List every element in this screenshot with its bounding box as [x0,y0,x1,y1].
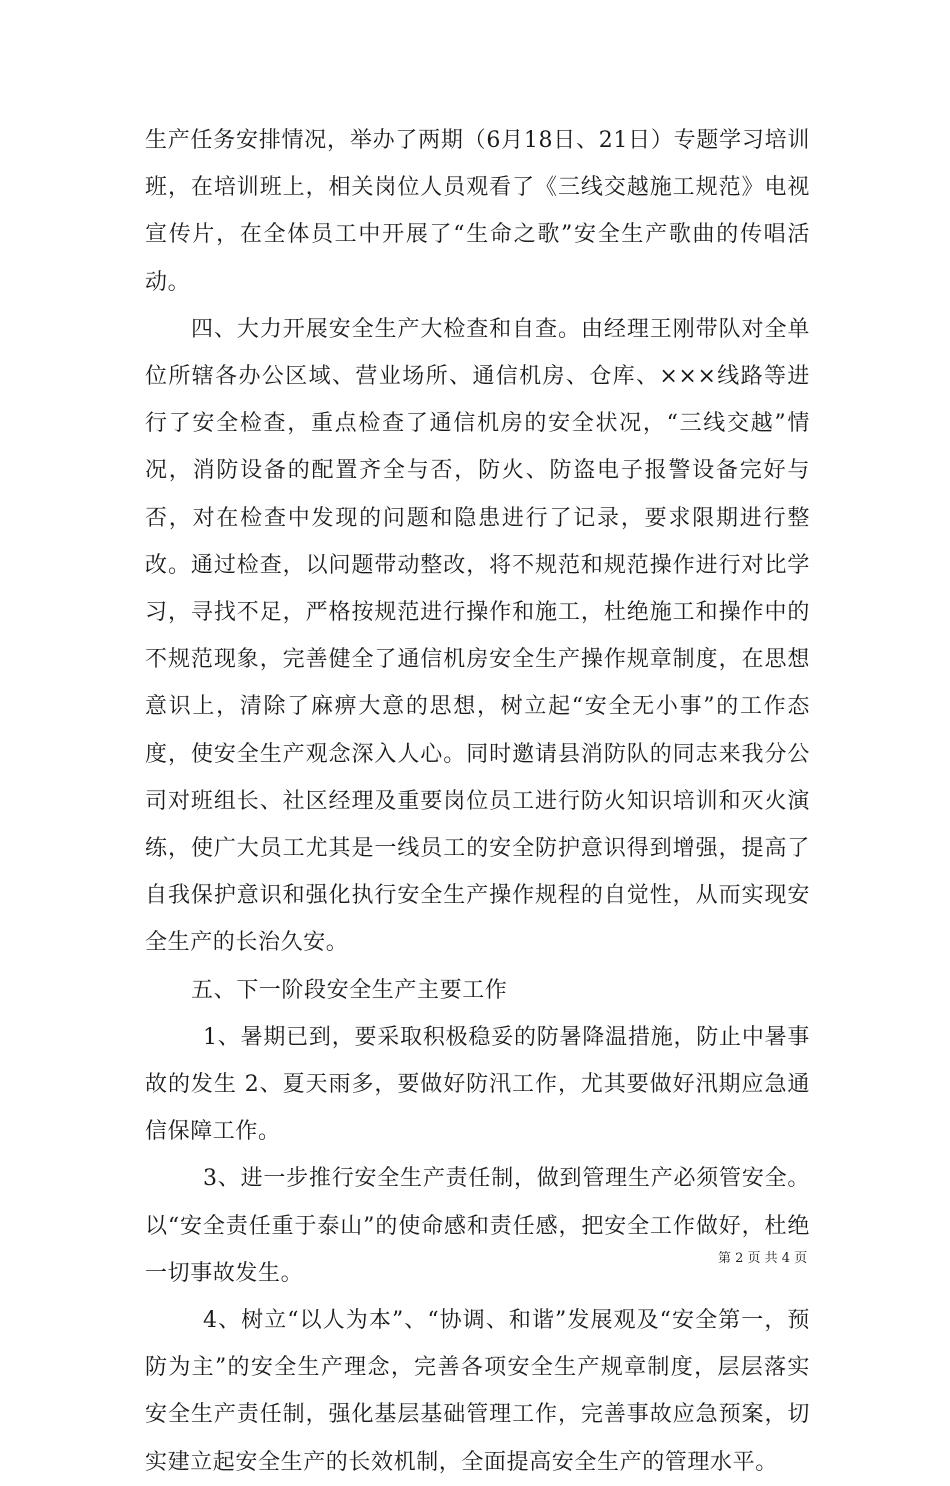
section-five-heading: 五、下一阶段安全生产主要工作 [191,977,508,1003]
paragraph-item-4: 4、树立“以人为本”、“协调、和谐”发展观及“安全第一，预防为主”的安全生产理念，完善各项安全生产规章制度，层层落实安全生产责任制，强化基层基础管理工作，完善事故应急预案，切实建立起安全生产的长效机制，全面提高安全生产的管理水平。 [145,1308,810,1475]
page-number-footer: 第 2 页 共 4 页 [718,1251,808,1266]
document-body [145,117,810,1486]
paragraph-training-continuation: 生产任务安排情况，举办了两期（6月18日、21日）专题学习培训班，在培训班上，相关岗位人员观看了《三线交越施工规范》电视宣传片，在全体员工中开展了“生命之歌”安全生产歌曲的传唱活动。 [145,128,810,295]
paragraph-item-1-2: 1、暑期已到，要采取积极稳妥的防暑降温措施，防止中暑事故的发生 2、夏天雨多，要做好防汛工作，尤其要做好汛期应急通信保障工作。 [145,1024,810,1145]
paragraph-item-3: 3、进一步推行安全生产责任制，做到管理生产必须管安全。以“安全责任重于泰山”的使命感和责任感，把安全工作做好，杜绝一切事故发生。 [145,1166,810,1286]
paragraph-section-four-inspection: 四、大力开展安全生产大检查和自查。由经理王刚带队对全单位所辖各办公区域、营业场所、通信机房、仓库、×××线路等进行了安全检查，重点检查了通信机房的安全状况，“三线交越”情况，消防设备的配置齐全与否，防火、防盗电子报警设备完好与否，对在检查中发现的问题和隐患进行了记录，要求限期进行整改。通过检查，以问题带动整改，将不规范和规范操作进行对比学习，寻找不足，严格按规范进行操作和施工，杜绝施工和操作中的不规范现象，完善健全了通信机房安全生产操作规章制度，在思想意识上，清除了麻痹大意的思想，树立起“安全无小事”的工作态度，使安全生产观念深入人心。同时邀请县消防队的同志来我分公司对班组长、社区经理及重要岗位员工进行防火知识培训和灭火演练，使广大员工尤其是一线员工的安全防护意识得到增强，提高了自我保护意识和强化执行安全生产操作规程的自觉性，从而实现安全生产的长治久安。 [145,316,810,956]
